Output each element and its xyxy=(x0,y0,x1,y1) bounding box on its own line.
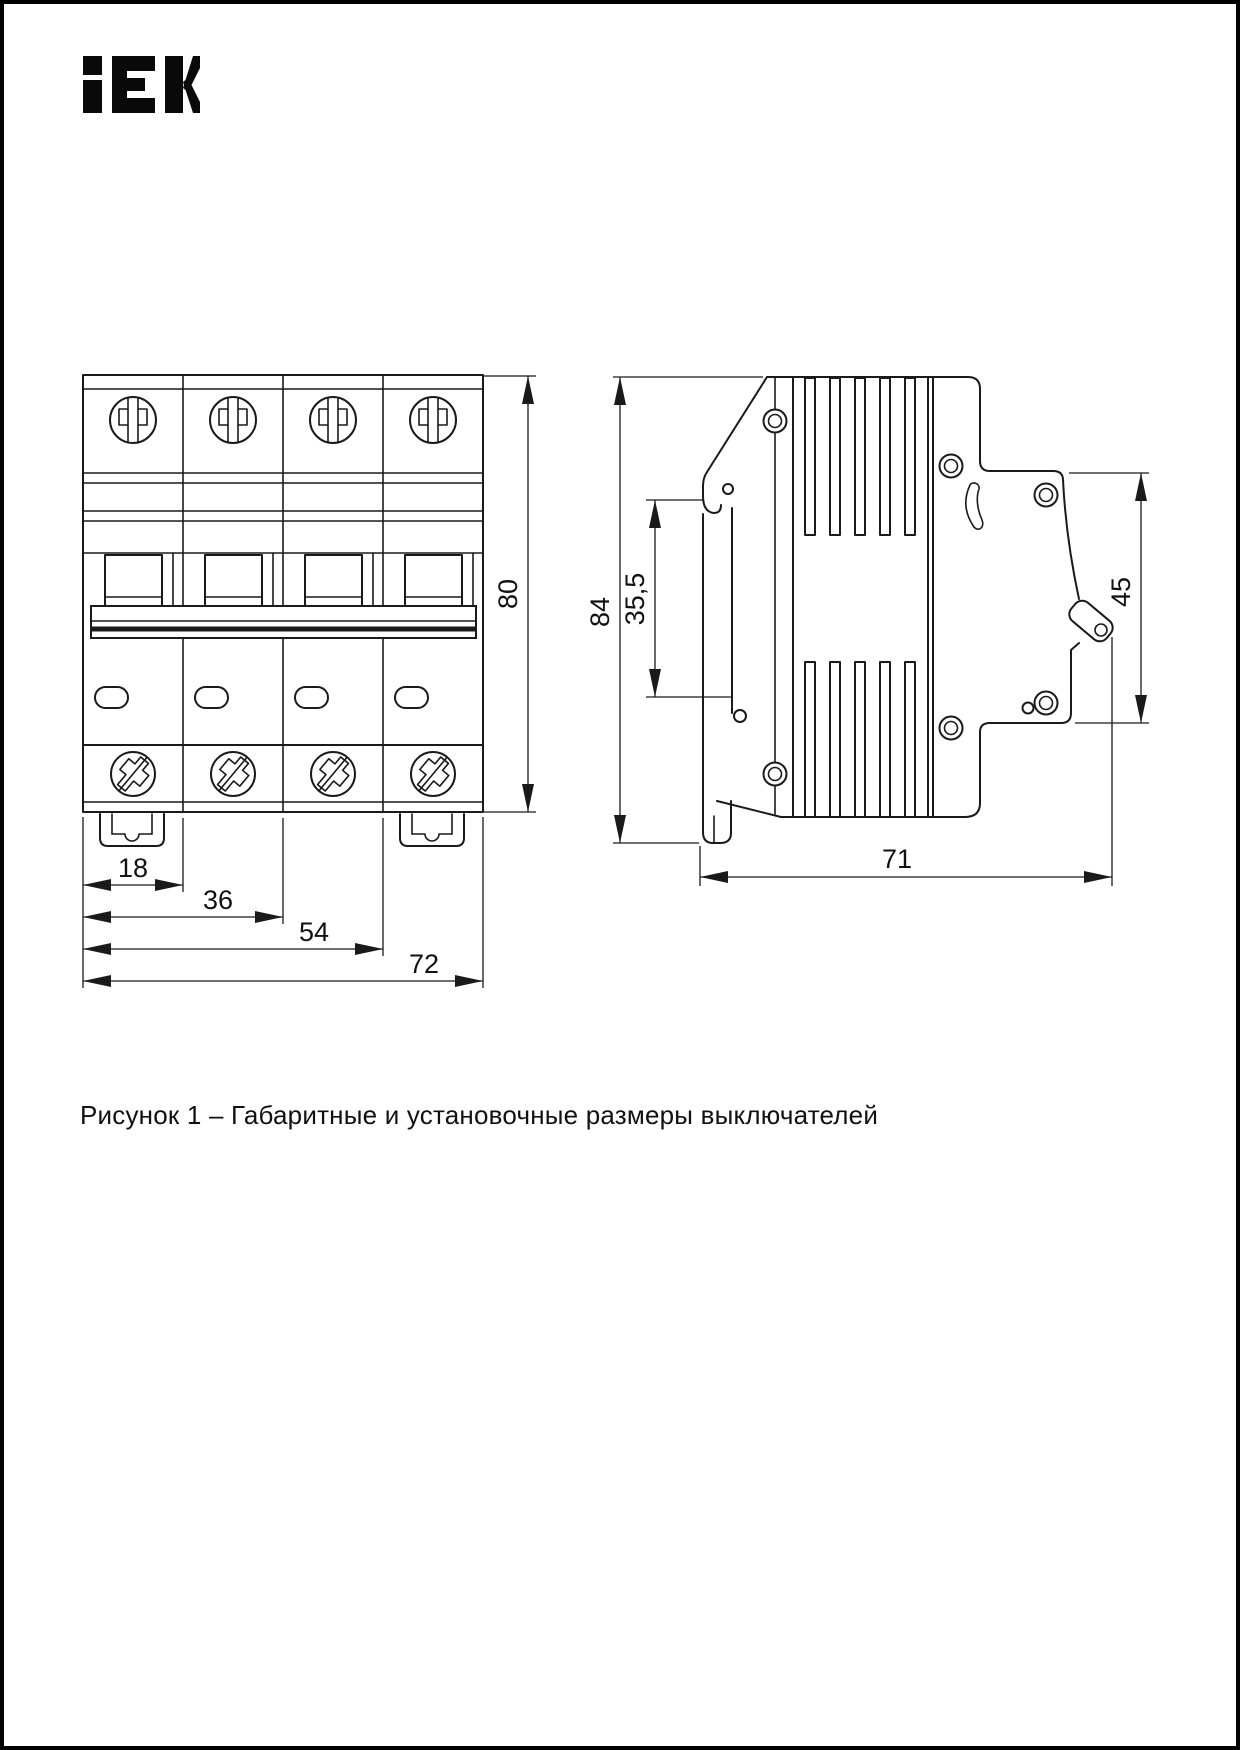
screw-icon xyxy=(409,749,457,799)
toggle-handle xyxy=(105,553,173,606)
label-windows xyxy=(95,687,428,708)
dimension-18 xyxy=(83,853,183,891)
front-view-dimensions xyxy=(83,376,536,988)
dimension-72 xyxy=(83,949,483,987)
dim-label-total-height: 84 xyxy=(585,596,615,628)
toggle-handle xyxy=(205,553,273,606)
curved-slot xyxy=(966,483,983,529)
side-view-drawing xyxy=(703,377,1116,843)
toggle-handle xyxy=(305,553,373,606)
dimension-35-5 xyxy=(620,500,733,697)
side-front-slant-hook xyxy=(703,377,767,513)
din-clip xyxy=(400,814,464,846)
label-window xyxy=(95,687,128,708)
dimension-80 xyxy=(483,376,536,812)
dim-label-din-rail-height: 35,5 xyxy=(620,572,650,626)
dimension-84 xyxy=(585,377,763,843)
dimension-45 xyxy=(1069,473,1149,723)
dim-label-front-height: 45 xyxy=(1106,576,1136,608)
rivet-icon xyxy=(764,763,787,786)
pin-hole xyxy=(1023,703,1034,714)
toggle-handle xyxy=(405,553,473,606)
pin-hole xyxy=(734,710,746,722)
vent-slots-upper xyxy=(805,378,915,535)
screw-icon xyxy=(210,397,256,443)
dim-label-module-width: 18 xyxy=(117,853,149,883)
label-window xyxy=(395,687,428,708)
front-view-drawing xyxy=(83,375,483,846)
label-window xyxy=(295,687,328,708)
side-left-edge-foot xyxy=(703,514,731,843)
din-clip xyxy=(100,814,164,846)
rivet-icon xyxy=(1035,484,1058,507)
screw-icon xyxy=(410,397,456,443)
side-view-dimensions xyxy=(585,377,1149,886)
screw-icon xyxy=(110,397,156,443)
pin-hole xyxy=(723,484,733,494)
screw-icon xyxy=(209,749,257,799)
dim-label-two-modules: 36 xyxy=(202,885,234,915)
screw-icon xyxy=(109,749,157,799)
vent-slots-lower xyxy=(805,662,915,817)
dim-label-depth: 71 xyxy=(881,844,913,874)
screw-icon xyxy=(310,397,356,443)
rivet-icon xyxy=(940,455,963,478)
figure-caption: Рисунок 1 – Габаритные и установочные размеры выключателей xyxy=(80,1100,879,1130)
rivet-icon xyxy=(940,717,963,740)
interlock-bar xyxy=(91,606,476,638)
dimension-54 xyxy=(83,917,383,955)
dim-label-total-width: 72 xyxy=(408,949,440,979)
side-top-right-outline xyxy=(767,377,1079,599)
dim-label-height: 80 xyxy=(493,578,523,610)
rivet-icon xyxy=(764,410,787,433)
screw-icon xyxy=(309,749,357,799)
label-window xyxy=(195,687,228,708)
clip-spring-slant xyxy=(717,801,781,817)
rivet-icon xyxy=(1035,692,1058,715)
rivets xyxy=(764,410,1058,786)
side-bottom-right-outline xyxy=(781,643,1079,817)
dim-label-three-modules: 54 xyxy=(298,917,330,947)
